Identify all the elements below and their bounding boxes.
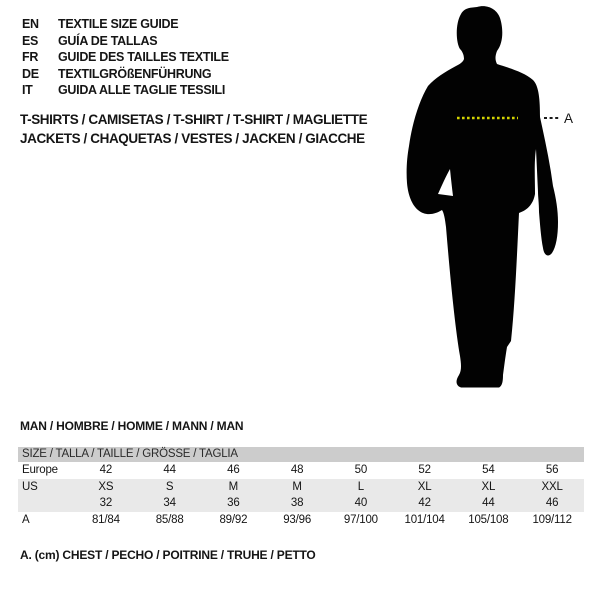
measure-label-a: A bbox=[564, 111, 574, 126]
size-value: 46 bbox=[545, 497, 559, 510]
size-value: M bbox=[292, 480, 302, 493]
row-label: US bbox=[22, 480, 38, 493]
size-value: 48 bbox=[290, 464, 304, 477]
size-value: XL bbox=[481, 480, 496, 493]
size-value: 36 bbox=[227, 497, 240, 510]
language-row bbox=[22, 16, 229, 33]
size-value: 44 bbox=[163, 464, 176, 477]
size-value: 34 bbox=[163, 497, 176, 510]
table-row-us bbox=[18, 479, 584, 496]
language-row bbox=[22, 82, 229, 99]
size-value: 81/84 bbox=[91, 513, 120, 526]
size-value: XS bbox=[98, 480, 114, 493]
language-row bbox=[22, 49, 229, 66]
product-line-jackets: JACKETS / CHAQUETAS / VESTES / JACKEN / GIACCHE bbox=[20, 130, 365, 146]
language-code: EN bbox=[22, 17, 39, 32]
language-title: GUIDA ALLE TAGLIE TESSILI bbox=[58, 83, 226, 98]
language-row bbox=[22, 66, 229, 83]
size-value: 32 bbox=[99, 497, 113, 510]
man-silhouette bbox=[407, 6, 558, 387]
language-code: IT bbox=[22, 83, 33, 98]
language-row bbox=[22, 33, 229, 50]
size-value: 52 bbox=[418, 464, 431, 477]
size-value: 38 bbox=[290, 497, 304, 510]
language-code: FR bbox=[22, 50, 39, 65]
size-value: 56 bbox=[545, 464, 559, 477]
size-value: 42 bbox=[418, 497, 431, 510]
size-value: S bbox=[165, 480, 174, 493]
size-value: 54 bbox=[482, 464, 495, 477]
size-value: XXL bbox=[541, 480, 563, 493]
language-code: ES bbox=[22, 33, 39, 48]
size-value: M bbox=[228, 480, 239, 493]
size-value: 93/96 bbox=[283, 513, 312, 526]
section-title-man: MAN / HOMBRE / HOMME / MANN / MAN bbox=[20, 419, 244, 433]
table-row-numeric bbox=[18, 495, 584, 512]
size-value: 89/92 bbox=[219, 513, 248, 526]
size-table-header: SIZE / TALLA / TAILLE / GRÖSSE / TAGLIA bbox=[18, 447, 584, 462]
language-title: GUÍA DE TALLAS bbox=[58, 33, 158, 48]
size-value: 46 bbox=[227, 464, 240, 477]
size-table bbox=[18, 447, 584, 528]
size-value: 105/108 bbox=[468, 513, 509, 526]
product-types bbox=[20, 111, 367, 148]
size-value: XL bbox=[417, 480, 432, 493]
man-silhouette-figure bbox=[400, 0, 580, 400]
size-value: L bbox=[357, 480, 364, 493]
size-value: 109/112 bbox=[532, 513, 572, 526]
row-label: Europe bbox=[22, 464, 58, 477]
row-label: A bbox=[22, 513, 30, 526]
language-list bbox=[22, 16, 229, 99]
size-value: 85/88 bbox=[155, 513, 184, 526]
language-title: GUIDE DES TAILLES TEXTILE bbox=[58, 50, 229, 65]
table-row-chest-cm bbox=[18, 512, 584, 529]
size-value: 44 bbox=[482, 497, 495, 510]
size-value: 42 bbox=[99, 464, 113, 477]
language-title: TEXTILGRÖßENFÜHRUNG bbox=[58, 66, 212, 81]
table-row-europe bbox=[18, 462, 584, 479]
language-title: TEXTILE SIZE GUIDE bbox=[58, 17, 179, 32]
measurement-legend: A. (cm) CHEST / PECHO / POITRINE / TRUHE / PETTO bbox=[20, 548, 316, 562]
product-line-tshirts: T-SHIRTS / CAMISETAS / T-SHIRT / T-SHIRT / MAGLIETTE bbox=[20, 112, 368, 127]
size-value: 50 bbox=[354, 464, 368, 477]
language-code: DE bbox=[22, 66, 39, 81]
size-value: 101/104 bbox=[404, 513, 445, 526]
size-value: 40 bbox=[354, 497, 368, 510]
size-value: 97/100 bbox=[343, 513, 378, 526]
